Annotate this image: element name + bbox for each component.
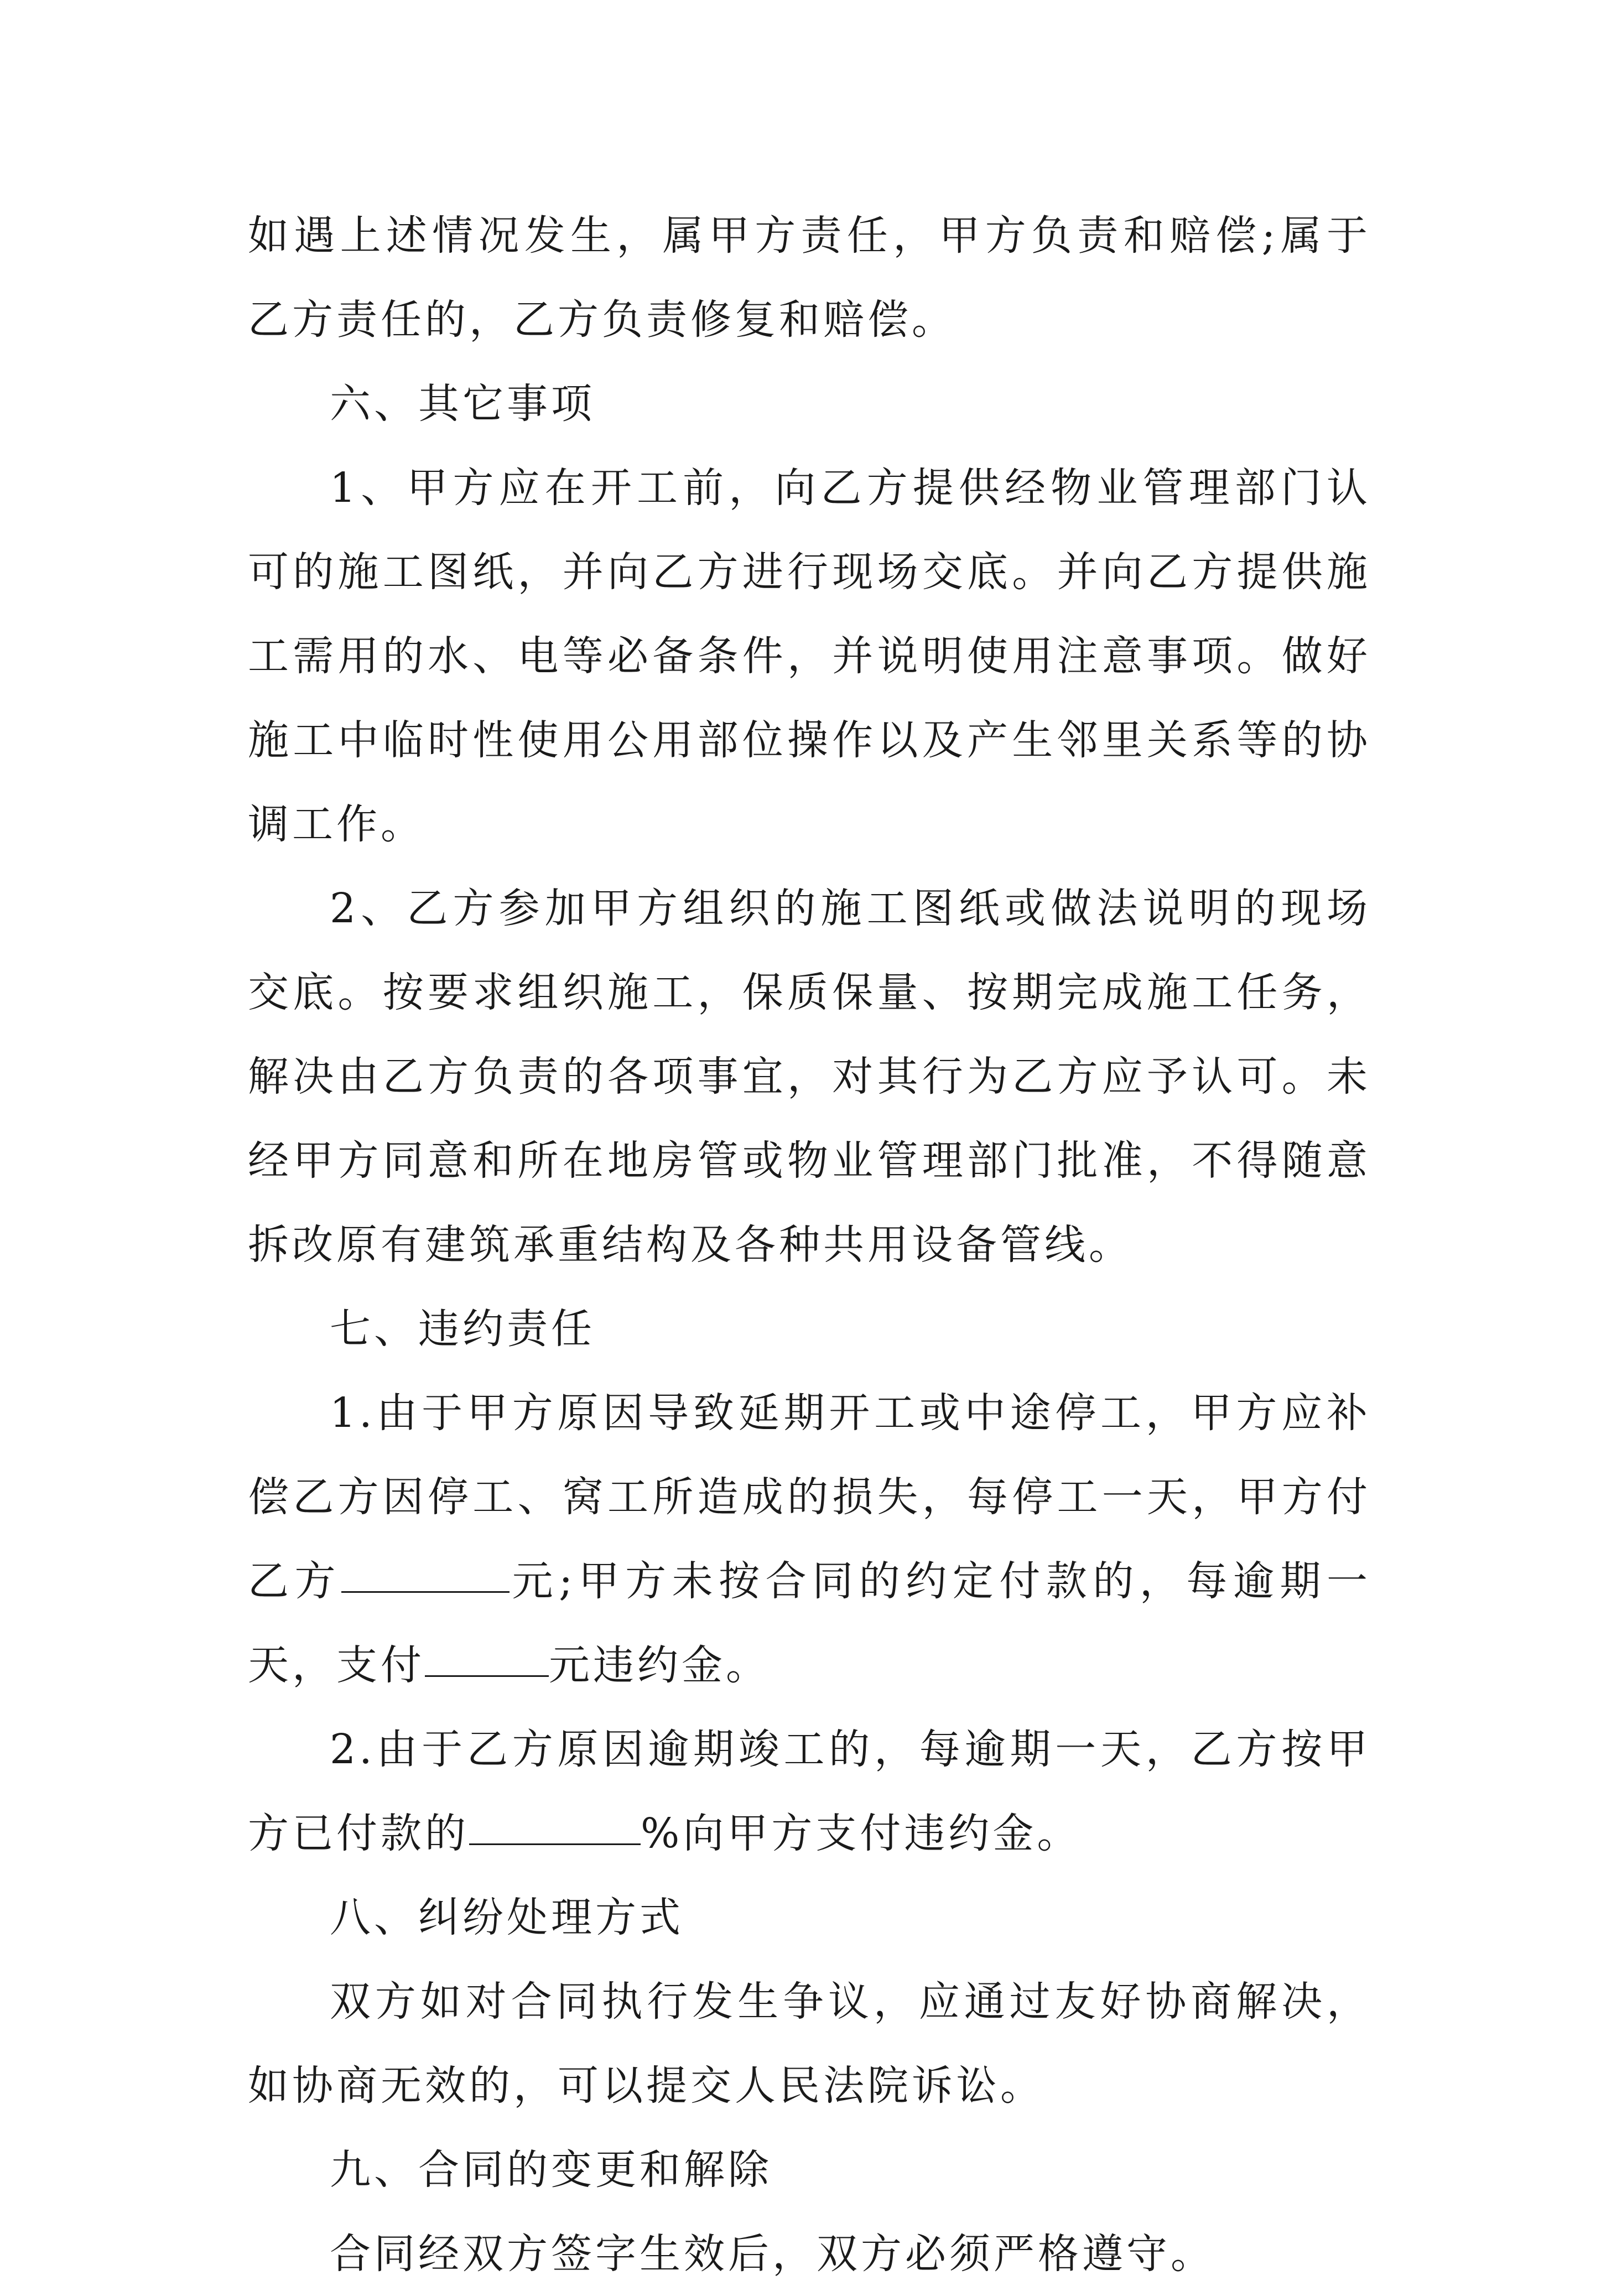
section-heading-breach-liability: 七、违约责任 bbox=[330, 1305, 595, 1353]
clause-7-1 bbox=[248, 1371, 1371, 1707]
clause-9: 合同经双方签字生效后，双方必须严格遵守。 bbox=[330, 2230, 1215, 2278]
fill-in-blank-late-payment-penalty bbox=[425, 1675, 549, 1677]
document-body bbox=[248, 194, 1371, 2296]
section-heading-contract-change: 九、合同的变更和解除 bbox=[330, 2146, 772, 2194]
clause-7-1-text-a: 1.由于甲方原因导致延期开工或中途停工，甲方应补偿乙方因停工、窝工所造成的损失，每停工一天，甲方付乙方 bbox=[248, 1389, 1371, 1605]
clause-6-2: 2、乙方参加甲方组织的施工图纸或做法说明的现场交底。按要求组织施工，保质保量、按期完成施工任务，解决由乙方负责的各项事宜，对其行为乙方应予认可。未经甲方同意和所在地房管或物业管理部门批准，不得随意拆改原有建筑承重结构及各种共用设备管线。 bbox=[248, 885, 1371, 1269]
clause-7-1-text-b: 元;甲方未按合同的约定付款的，每逾期一天，支付 bbox=[248, 1557, 1371, 1689]
clause-8: 双方如对合同执行发生争议，应通过友好协商解决，如协商无效的，可以提交人民法院诉讼。 bbox=[248, 1978, 1371, 2110]
clause-7-2 bbox=[248, 1707, 1371, 1876]
fill-in-blank-daily-compensation bbox=[341, 1591, 510, 1593]
section-heading-other-matters: 六、其它事项 bbox=[330, 380, 595, 428]
clause-6-1: 1、甲方应在开工前，向乙方提供经物业管理部门认可的施工图纸，并向乙方进行现场交底。并向乙方提供施工需用的水、电等必备条件，并说明使用注意事项。做好施工中临时性使用公用部位操作以及产生邻里关系等的协调工作。 bbox=[248, 464, 1371, 848]
section-heading-dispute-resolution: 八、纠纷处理方式 bbox=[330, 1894, 684, 1941]
paragraph-liability: 如遇上述情况发生，属甲方责任，甲方负责和赔偿;属于乙方责任的，乙方负责修复和赔偿。 bbox=[248, 212, 1371, 344]
clause-7-2-text-b: %向甲方支付违约金。 bbox=[641, 1810, 1082, 1857]
clause-7-2-text-a: 2.由于乙方原因逾期竣工的，每逾期一天，乙方按甲方已付款的 bbox=[248, 1726, 1371, 1857]
fill-in-blank-penalty-percent bbox=[469, 1843, 641, 1845]
clause-7-1-text-c: 元违约金。 bbox=[549, 1642, 770, 1689]
